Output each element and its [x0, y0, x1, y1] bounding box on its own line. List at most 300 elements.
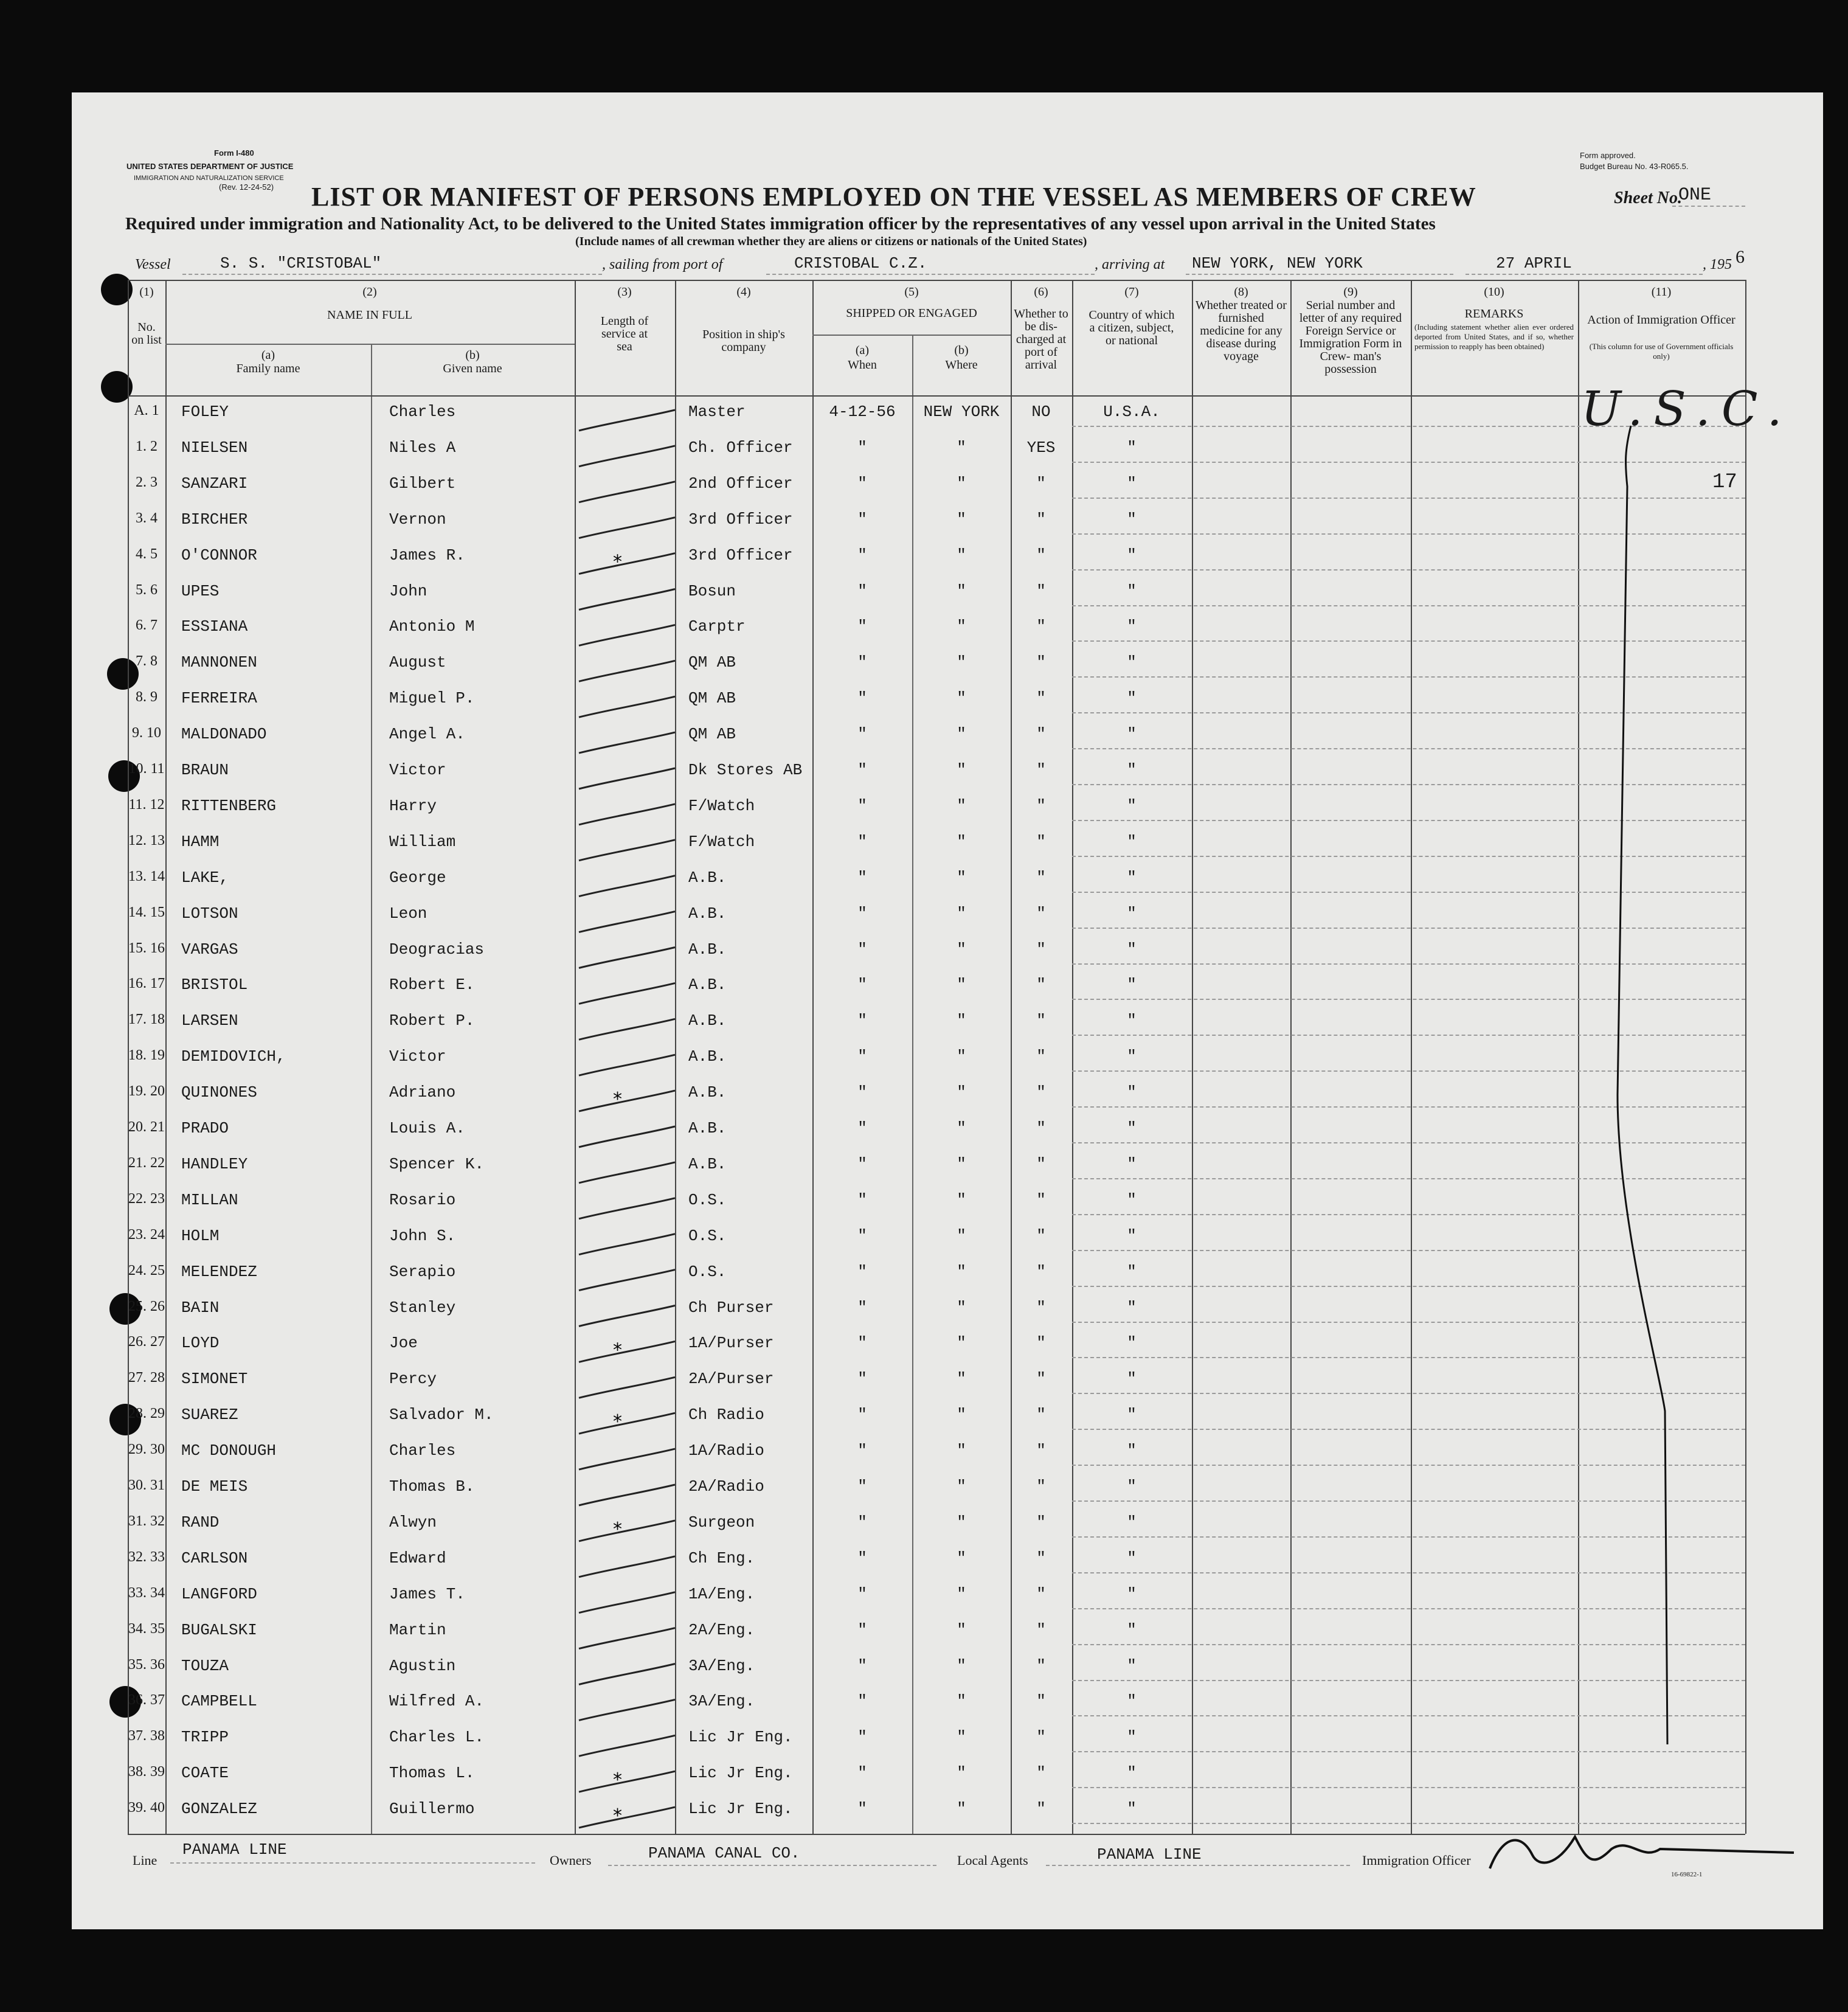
tick-mark: [579, 840, 675, 861]
position: Ch. Officer: [688, 438, 793, 457]
col1-num: (1): [139, 285, 154, 299]
shipped-when: ": [857, 1370, 867, 1389]
tick-mark: [579, 1449, 675, 1469]
shipped-where: ": [957, 1513, 966, 1532]
position: 2A/Purser: [688, 1370, 774, 1389]
given-name: Robert P.: [389, 1011, 475, 1030]
tick-mark: [579, 1198, 675, 1219]
shipped-when: ": [857, 1226, 867, 1245]
given-name: Alwyn: [389, 1513, 437, 1532]
list-number: 4. 5: [136, 546, 157, 562]
shipped-where: ": [957, 832, 966, 851]
shipped-when: ": [857, 1477, 867, 1496]
list-number: 14. 15: [128, 904, 165, 920]
shipped-when: ": [857, 1656, 867, 1675]
given-name: Gilbert: [389, 474, 456, 493]
family-name: BUGALSKI: [181, 1620, 257, 1639]
given-name: Wilfred A.: [389, 1692, 485, 1711]
shipped-where: ": [957, 1620, 966, 1639]
given-name: Niles A: [389, 438, 456, 457]
col8-num: (8): [1234, 285, 1248, 299]
position: A.B.: [688, 904, 727, 923]
family-name: CARLSON: [181, 1549, 248, 1567]
given-name: Serapio: [389, 1262, 456, 1281]
shipped-where: ": [957, 1190, 966, 1209]
country: ": [1127, 1334, 1137, 1353]
discharged: ": [1036, 1370, 1046, 1389]
discharged: ": [1036, 1549, 1046, 1567]
col5-header: SHIPPED OR ENGAGED: [846, 307, 977, 320]
country: ": [1127, 832, 1137, 851]
given-name: Percy: [389, 1370, 437, 1389]
country: ": [1127, 1011, 1137, 1030]
form-approved: Form approved.: [1580, 151, 1636, 160]
given-name: Adriano: [389, 1083, 456, 1102]
shipped-where: ": [957, 1584, 966, 1603]
discharged: ": [1036, 1119, 1046, 1137]
given-name: Victor: [389, 761, 446, 779]
list-number: 33. 34: [128, 1584, 165, 1601]
given-name: Joe: [389, 1334, 418, 1353]
shipped-where: ": [957, 1298, 966, 1317]
revision: (Rev. 12-24-52): [219, 182, 274, 192]
shipped-when: ": [857, 725, 867, 744]
shipped-when: ": [857, 868, 867, 887]
family-name: ESSIANA: [181, 617, 248, 636]
list-number: 5. 6: [136, 581, 157, 598]
officer-label: Immigration Officer: [1362, 1853, 1471, 1868]
shipped-when: ": [857, 438, 867, 457]
discharged: ": [1036, 725, 1046, 744]
discharged: ": [1036, 1800, 1046, 1819]
discharged: ": [1036, 1620, 1046, 1639]
tick-mark: [579, 1592, 675, 1613]
country: ": [1127, 1406, 1137, 1424]
list-number: 3. 4: [136, 510, 157, 526]
discharged: ": [1036, 1764, 1046, 1783]
shipped-when: ": [857, 1728, 867, 1747]
budget-bureau: Budget Bureau No. 43-R065.5.: [1580, 162, 1689, 171]
family-name: BIRCHER: [181, 510, 248, 529]
vessel-label: Vessel: [135, 257, 171, 272]
shipped-where: ": [957, 546, 966, 564]
discharged: ": [1036, 1011, 1046, 1030]
shipped-where: ": [957, 725, 966, 744]
given-name: Guillermo: [389, 1800, 475, 1819]
shipped-when: ": [857, 581, 867, 600]
list-number: 2. 3: [136, 474, 157, 490]
country: ": [1127, 1370, 1137, 1389]
tick-mark: [579, 1771, 675, 1792]
family-name: VARGAS: [181, 940, 238, 959]
list-number: 30. 31: [128, 1477, 165, 1493]
shipped-where: ": [957, 1011, 966, 1030]
position: A.B.: [688, 976, 727, 994]
discharged: ": [1036, 689, 1046, 708]
shipped-when: ": [857, 1083, 867, 1102]
tick-mark: [579, 1270, 675, 1291]
family-name: FERREIRA: [181, 689, 257, 708]
col9-num: (9): [1343, 285, 1358, 299]
tick-mark: [579, 768, 675, 789]
col2-header: NAME IN FULL: [327, 308, 412, 322]
list-number: A. 1: [134, 403, 159, 418]
list-number: 16. 17: [128, 976, 165, 992]
col6-num: (6): [1034, 285, 1048, 299]
shipped-where: ": [957, 1549, 966, 1567]
position: Dk Stores AB: [688, 761, 803, 779]
given-name: James R.: [389, 546, 465, 564]
family-name: COATE: [181, 1764, 229, 1783]
country: ": [1127, 438, 1137, 457]
discharged: ": [1036, 581, 1046, 600]
shipped-when: ": [857, 546, 867, 564]
sheet-number: ONE: [1678, 185, 1712, 206]
shipped-where: ": [957, 1692, 966, 1711]
family-name: HOLM: [181, 1226, 220, 1245]
tick-mark: [579, 1377, 675, 1398]
shipped-when: ": [857, 1620, 867, 1639]
family-name: BRISTOL: [181, 976, 248, 994]
position: Lic Jr Eng.: [688, 1800, 793, 1819]
tick-mark: [579, 1807, 675, 1828]
family-name: TRIPP: [181, 1728, 229, 1747]
discharged: ": [1036, 1262, 1046, 1281]
given-name: John S.: [389, 1226, 456, 1245]
col9-header: Serial number and letter of any required Foreign Service or Immigration Form in Crew- man's possession: [1299, 299, 1402, 376]
list-number: 1. 2: [136, 438, 157, 454]
family-name: GONZALEZ: [181, 1800, 257, 1819]
asterisk-mark: *: [613, 1339, 622, 1361]
given-name: Victor: [389, 1047, 446, 1066]
discharged: ": [1036, 904, 1046, 923]
col11-num: (11): [1651, 285, 1672, 299]
asterisk-mark: *: [613, 551, 622, 573]
discharged: ": [1036, 832, 1046, 851]
tick-mark: [579, 1699, 675, 1720]
shipped-where: ": [957, 438, 966, 457]
line-label: Line: [133, 1853, 157, 1868]
tick-mark: [579, 1628, 675, 1649]
position: QM AB: [688, 653, 736, 672]
country: ": [1127, 1620, 1137, 1639]
shipped-where: ": [957, 1728, 966, 1747]
family-name: BAIN: [181, 1298, 220, 1317]
shipped-when: ": [857, 1549, 867, 1567]
tick-mark: [579, 1735, 675, 1756]
family-name: RITTENBERG: [181, 796, 277, 815]
list-number: 17. 18: [128, 1011, 165, 1028]
shipped-where: ": [957, 761, 966, 779]
discharged: YES: [1026, 438, 1056, 457]
port-label: , sailing from port of: [602, 257, 723, 272]
given-name: Deogracias: [389, 940, 485, 959]
country: ": [1127, 510, 1137, 529]
form-number: Form I-480: [214, 148, 254, 158]
shipped-when: ": [857, 474, 867, 493]
tick-mark: [579, 518, 675, 538]
arriving-label: , arriving at: [1095, 257, 1165, 272]
col4-num: (4): [736, 285, 751, 299]
col4-header: Position in ship's company: [702, 328, 785, 354]
col2-num: (2): [362, 285, 377, 299]
tick-mark: [579, 1306, 675, 1327]
list-number: 24. 25: [128, 1262, 165, 1278]
country: ": [1127, 1047, 1137, 1066]
discharged: ": [1036, 617, 1046, 636]
country: U.S.A.: [1103, 403, 1160, 421]
tick-mark: [579, 912, 675, 932]
position: A.B.: [688, 868, 727, 887]
position: A.B.: [688, 1047, 727, 1066]
list-number: 15. 16: [128, 940, 165, 956]
position: Ch Eng.: [688, 1549, 755, 1567]
asterisk-mark: *: [613, 1411, 622, 1433]
shipped-where: ": [957, 581, 966, 600]
tick-mark: [579, 1518, 675, 1541]
family-name: LOYD: [181, 1334, 220, 1353]
manifest-title: LIST OR MANIFEST OF PERSONS EMPLOYED ON THE VESSEL AS MEMBERS OF CREW: [311, 182, 1476, 212]
family-name: FOLEY: [181, 403, 229, 421]
shipped-when: ": [857, 1334, 867, 1353]
shipped-when: ": [857, 617, 867, 636]
shipped-when: ": [857, 510, 867, 529]
shipped-where: ": [957, 653, 966, 672]
list-number: 12. 13: [128, 832, 165, 848]
shipped-when: 4-12-56: [829, 403, 896, 421]
shipped-when: ": [857, 653, 867, 672]
shipped-when: ": [857, 1119, 867, 1137]
col7-header: Country of which a citizen, subject, or national: [1088, 308, 1175, 347]
position: QM AB: [688, 689, 736, 708]
shipped-where: ": [957, 689, 966, 708]
discharged: ": [1036, 653, 1046, 672]
given-name: August: [389, 653, 446, 672]
tick-mark: [579, 732, 675, 753]
department: UNITED STATES DEPARTMENT OF JUSTICE: [126, 162, 294, 171]
country: ": [1127, 653, 1137, 672]
given-name: James T.: [389, 1584, 465, 1603]
manifest-note: (Include names of all crewman whether they are aliens or citizens or nationals of the United States): [575, 235, 1087, 248]
country: ": [1127, 1656, 1137, 1675]
list-number: 37. 38: [128, 1728, 165, 1744]
position: O.S.: [688, 1262, 727, 1281]
discharged: ": [1036, 510, 1046, 529]
family-name: DE MEIS: [181, 1477, 248, 1496]
country: ": [1127, 976, 1137, 994]
position: Carptr: [688, 617, 746, 636]
family-name: DEMIDOVICH,: [181, 1047, 286, 1066]
list-number: 25. 26: [128, 1298, 165, 1314]
position: 2A/Radio: [688, 1477, 764, 1496]
col5b-header: Where: [945, 358, 978, 372]
family-name: BRAUN: [181, 761, 229, 779]
form-code: 16-69822-1: [1671, 1871, 1703, 1878]
family-name: CAMPBELL: [181, 1692, 257, 1711]
country: ": [1127, 868, 1137, 887]
position: F/Watch: [688, 832, 755, 851]
col1-header: No. on list: [131, 321, 162, 347]
col5a-num: (a): [855, 344, 870, 357]
agents-label: Local Agents: [957, 1853, 1028, 1868]
discharged: ": [1036, 796, 1046, 815]
given-name: William: [389, 832, 456, 851]
shipped-when: ": [857, 940, 867, 959]
position: Ch Purser: [688, 1298, 774, 1317]
shipped-when: ": [857, 1154, 867, 1173]
family-name: SANZARI: [181, 474, 248, 493]
country: ": [1127, 796, 1137, 815]
col11-header: Action of Immigration Officer: [1587, 313, 1736, 327]
discharged: ": [1036, 976, 1046, 994]
tick-mark: [579, 983, 675, 1004]
asterisk-mark: *: [613, 1518, 622, 1540]
asterisk-mark: *: [613, 1089, 622, 1111]
shipped-where: ": [957, 1262, 966, 1281]
vessel-name: S. S. "CRISTOBAL": [220, 254, 382, 272]
given-name: Antonio M: [389, 617, 475, 636]
discharged: ": [1036, 761, 1046, 779]
country: ": [1127, 617, 1137, 636]
given-name: Agustin: [389, 1656, 456, 1675]
country: ": [1127, 1800, 1137, 1819]
tick-mark: [579, 446, 675, 467]
discharged: ": [1036, 474, 1046, 493]
given-name: Salvador M.: [389, 1406, 494, 1424]
shipped-when: ": [857, 1406, 867, 1424]
discharged: ": [1036, 1441, 1046, 1460]
family-name: TOUZA: [181, 1656, 229, 1675]
country: ": [1127, 1083, 1137, 1102]
col11-note: (This column for use of Government officials only): [1589, 342, 1734, 361]
family-name: RAND: [181, 1513, 220, 1532]
list-number: 29. 30: [128, 1441, 165, 1458]
given-name: Spencer K.: [389, 1154, 485, 1173]
col2a-num: (a): [261, 349, 275, 362]
tick-mark: [579, 1664, 675, 1685]
discharged: ": [1036, 546, 1046, 564]
col5-num: (5): [904, 285, 919, 299]
tick-mark: [579, 1556, 675, 1577]
tick-mark: [579, 1341, 675, 1362]
shipped-where: ": [957, 474, 966, 493]
family-name: LAKE,: [181, 868, 229, 887]
asterisk-mark: *: [613, 1805, 622, 1827]
discharged: ": [1036, 1477, 1046, 1496]
shipped-when: ": [857, 1513, 867, 1532]
family-name: LANGFORD: [181, 1584, 257, 1603]
list-number: 20. 21: [128, 1119, 165, 1135]
position: A.B.: [688, 1154, 727, 1173]
family-name: SUAREZ: [181, 1406, 238, 1424]
list-number: 8. 9: [136, 689, 157, 706]
position: QM AB: [688, 725, 736, 744]
position: 1A/Eng.: [688, 1584, 755, 1603]
given-name: Edward: [389, 1549, 446, 1567]
family-name: NIELSEN: [181, 438, 248, 457]
list-number: 22. 23: [128, 1190, 165, 1207]
shipped-when: ": [857, 1800, 867, 1819]
given-name: Harry: [389, 796, 437, 815]
given-name: John: [389, 581, 427, 600]
country: ": [1127, 474, 1137, 493]
list-number: 28. 29: [128, 1406, 165, 1422]
country: ": [1127, 689, 1137, 708]
list-number: 10. 11: [128, 761, 165, 777]
family-name: HANDLEY: [181, 1154, 248, 1173]
country: ": [1127, 1441, 1137, 1460]
list-number: 11. 12: [128, 796, 165, 813]
shipped-where: ": [957, 1800, 966, 1819]
tick-mark: [579, 1413, 675, 1434]
position: 2nd Officer: [688, 474, 793, 493]
shipped-where: ": [957, 976, 966, 994]
list-number: 26. 27: [128, 1334, 165, 1350]
owners-label: Owners: [550, 1853, 592, 1868]
family-name: HAMM: [181, 832, 220, 851]
family-name: O'CONNOR: [181, 546, 257, 564]
country: ": [1127, 1692, 1137, 1711]
country: ": [1127, 1584, 1137, 1603]
shipped-where: ": [957, 1083, 966, 1102]
given-name: Vernon: [389, 510, 446, 529]
tick-mark: [579, 1091, 675, 1111]
col10-num: (10): [1484, 285, 1504, 299]
position: F/Watch: [688, 796, 755, 815]
position: A.B.: [688, 1083, 727, 1102]
given-name: Angel A.: [389, 725, 465, 744]
position: 3A/Eng.: [688, 1692, 755, 1711]
family-name: MC DONOUGH: [181, 1441, 277, 1460]
action-bracket: [1618, 426, 1667, 1744]
position: 3A/Eng.: [688, 1656, 755, 1675]
shipped-where: NEW YORK: [923, 403, 1000, 421]
given-name: Charles: [389, 403, 456, 421]
arrival-port: NEW YORK, NEW YORK: [1192, 254, 1363, 272]
position: A.B.: [688, 1011, 727, 1030]
shipped-where: ": [957, 1047, 966, 1066]
discharged: ": [1036, 868, 1046, 887]
tick-mark: [579, 1234, 675, 1255]
shipped-where: ": [957, 617, 966, 636]
sailing-port: CRISTOBAL C.Z.: [794, 254, 927, 272]
given-name: Miguel P.: [389, 689, 475, 708]
discharged: NO: [1031, 403, 1051, 421]
agents-value: PANAMA LINE: [1097, 1845, 1202, 1864]
list-number: 23. 24: [128, 1226, 165, 1243]
list-number: 31. 32: [128, 1513, 165, 1529]
given-name: George: [389, 868, 446, 887]
position: 3rd Officer: [688, 546, 793, 564]
discharged: ": [1036, 1298, 1046, 1317]
family-name: MILLAN: [181, 1190, 238, 1209]
shipped-when: ": [857, 1298, 867, 1317]
country: ": [1127, 546, 1137, 564]
list-number: 21. 22: [128, 1154, 165, 1171]
list-number: 18. 19: [128, 1047, 165, 1064]
usc-annotation: U.S.C.: [1581, 382, 1793, 437]
col2b-header: Given name: [443, 362, 502, 375]
discharged: ": [1036, 1584, 1046, 1603]
tick-mark: [579, 482, 675, 502]
tick-mark: [579, 625, 675, 645]
col6-header: Whether to be dis- charged at port of arrival: [1014, 307, 1068, 372]
shipped-where: ": [957, 1334, 966, 1353]
tick-mark: [579, 1019, 675, 1039]
tick-mark: [579, 1055, 675, 1075]
shipped-when: ": [857, 832, 867, 851]
officer-signature: [1490, 1837, 1794, 1868]
